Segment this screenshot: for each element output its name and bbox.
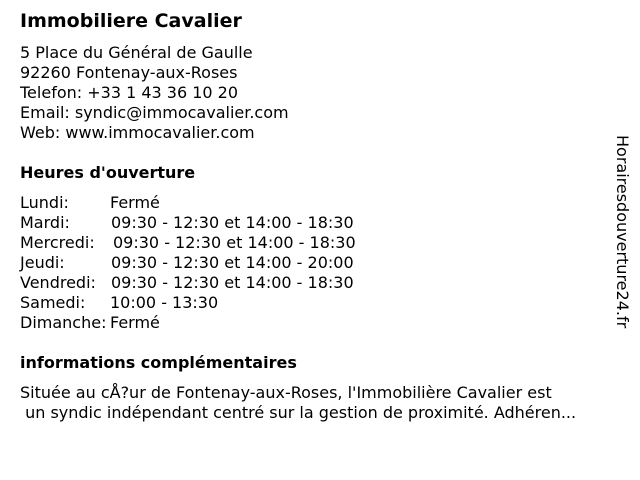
address-line-2: 92260 Fontenay-aux-Roses (20, 63, 238, 82)
day-label: Dimanche: (20, 313, 107, 332)
info-heading: informations complémentaires (20, 353, 297, 372)
company-name: Immobiliere Cavalier (20, 10, 242, 32)
day-label: Jeudi: (20, 253, 65, 272)
day-label: Mercredi: (20, 233, 95, 252)
day-label: Samedi: (20, 293, 86, 312)
website-link[interactable]: Web: www.immocavalier.com (20, 123, 255, 142)
address-line-1: 5 Place du Général de Gaulle (20, 43, 253, 62)
watermark[interactable]: Horairesdouverture24.fr (613, 135, 632, 329)
day-hours: 09:30 - 12:30 et 14:00 - 18:30 (111, 273, 354, 292)
day-hours: Fermé (110, 193, 160, 212)
day-label: Mardi: (20, 213, 70, 232)
day-hours: 10:00 - 13:30 (110, 293, 219, 312)
info-text-line-2: un syndic indépendant centré sur la gestion de proximité. Adhéren... (20, 403, 577, 422)
phone-number[interactable]: Telefon: +33 1 43 36 10 20 (20, 83, 239, 102)
day-hours: 09:30 - 12:30 et 14:00 - 20:00 (111, 253, 354, 272)
day-hours: 09:30 - 12:30 et 14:00 - 18:30 (111, 213, 354, 232)
opening-hours-heading: Heures d'ouverture (20, 163, 196, 182)
email-address[interactable]: Email: syndic@immocavalier.com (20, 103, 289, 122)
day-label: Vendredi: (20, 273, 96, 292)
day-hours: Fermé (110, 313, 160, 332)
day-hours: 09:30 - 12:30 et 14:00 - 18:30 (113, 233, 356, 252)
info-text-line-1: Située au cÅ?ur de Fontenay-aux-Roses, l'Immobilière Cavalier est (20, 383, 552, 402)
day-label: Lundi: (20, 193, 69, 212)
